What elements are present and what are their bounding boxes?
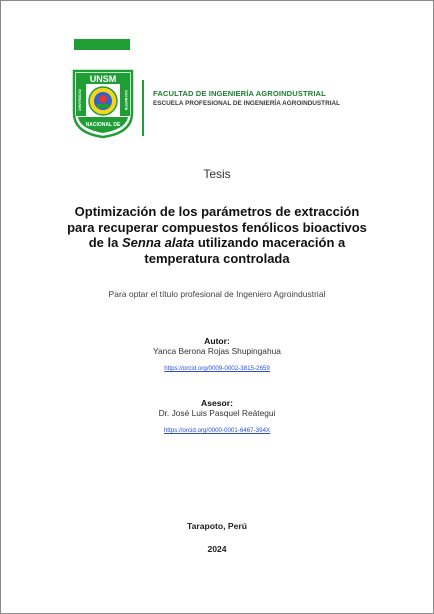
author-name: Yanca Berona Rojas Shupingahua [153,346,281,356]
faculty-name: FACULTAD DE INGENIERÍA AGROINDUSTRIAL [153,89,326,98]
school-name: ESCUELA PROFESIONAL DE INGENIERÍA AGROINDUSTRIAL [153,100,340,107]
year: 2024 [207,544,227,554]
logo-text-right: SAN MARTIN [124,89,128,111]
degree-statement: Para optar el título profesional de Ingeniero Agroindustrial [108,289,326,299]
city: Tarapoto, Perú [186,521,247,531]
logo-text-left: UNIVERSIDAD [78,89,82,111]
title-line-3-post: utilizando maceración a [194,235,346,250]
header-green-bar [74,39,130,50]
author-orcid-row [1,357,433,375]
author-orcid-link[interactable]: https://orcid.org/0009-0002-3815-2659 [164,365,270,372]
title-line-4: temperatura controlada [144,250,290,266]
university-logo [72,69,134,139]
advisor-name: Dr. José Luis Pasquel Reátegui [158,408,276,418]
document-type: Tesis [203,167,231,181]
species-name: Senna alata [121,235,195,250]
author-label: Autor: [204,336,230,346]
header-divider [142,80,144,136]
title-line-3-pre: de la [88,235,122,250]
title-line-1: Optimización de los parámetros de extracción [74,204,360,219]
thesis-title [1,204,433,266]
advisor-label: Asesor: [201,398,233,408]
title-line-2: para recuperar compuestos fenólicos bioactivos [67,219,367,235]
advisor-orcid-row [1,419,433,437]
logo-text-top: UNSM [89,74,117,84]
title-line-3 [1,235,433,251]
advisor-orcid-link[interactable]: https://orcid.org/0000-0001-6467-394X [163,427,271,434]
logo-text-bottom: NACIONAL DE [85,122,121,128]
